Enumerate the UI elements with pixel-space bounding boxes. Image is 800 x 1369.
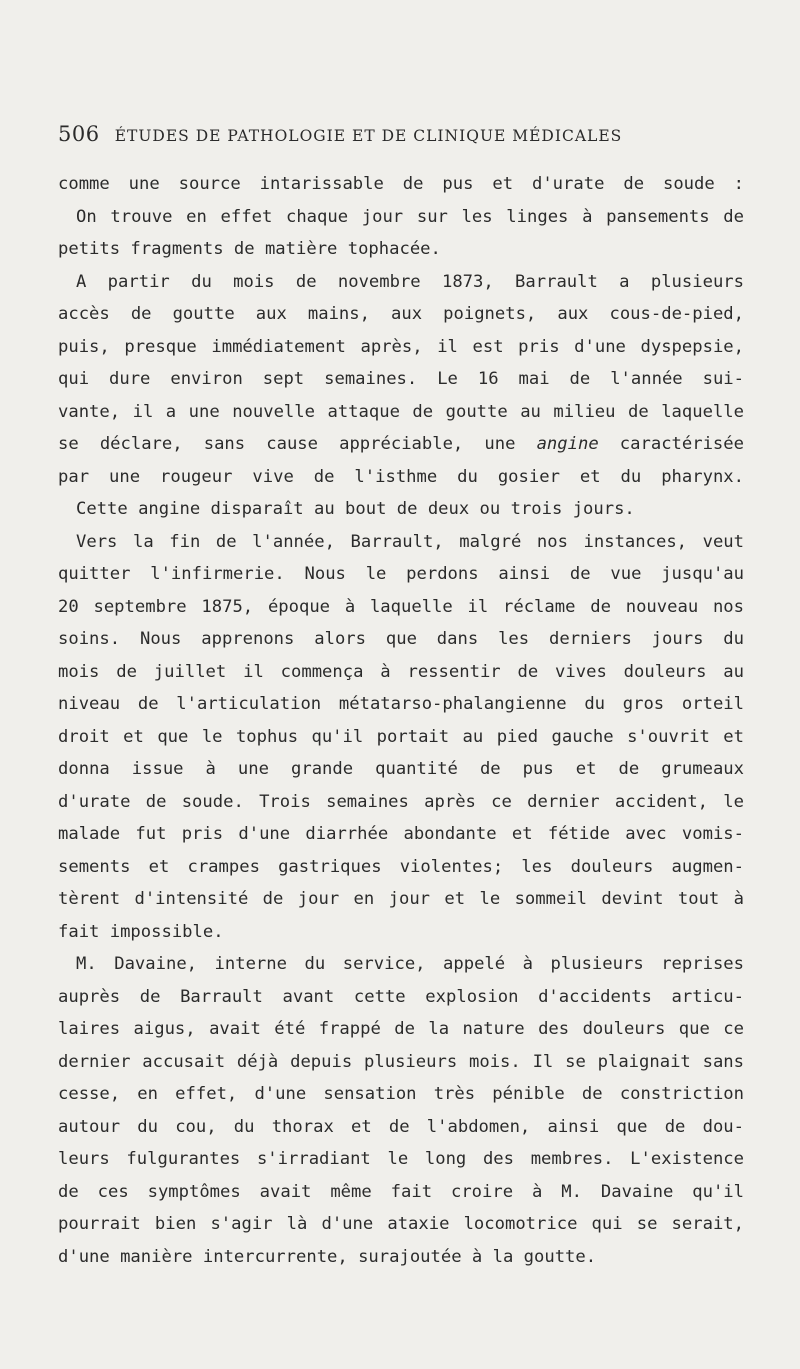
text-line: laires aigus, avait été frappé de la nature des douleurs que ce <box>58 1019 744 1039</box>
text-line: d'urate de soude. Trois semaines après ce dernier accident, le <box>58 791 744 812</box>
text-line: 20 septembre 1875, époque à laquelle il réclame de nouveau nos <box>58 596 744 617</box>
text-line: comme une source intarissable de pus et d'urate de soude : <box>58 174 744 194</box>
text-line: autour du cou, du thorax et de l'abdomen, ainsi que de dou- <box>58 1116 744 1137</box>
text-line: par une rougeur vive de l'isthme du gosier et du pharynx. <box>58 466 744 487</box>
text-fragment: se déclare, sans cause appréciable, une <box>58 434 516 454</box>
running-title: ÉTUDES DE PATHOLOGIE ET DE CLINIQUE MÉDICALES <box>114 127 623 145</box>
text-line: pourrait bien s'agir là d'une ataxie locomotrice qui se serait, <box>58 1214 744 1234</box>
text-line: A partir du mois de novembre 1873, Barrault a plusieurs <box>76 271 744 292</box>
text-line: sements et crampes gastriques violentes; les douleurs augmen- <box>58 856 744 877</box>
text-line: droit et que le tophus qu'il portait au pied gauche s'ouvrit et <box>58 726 744 747</box>
text-line: M. Davaine, interne du service, appelé à plusieurs reprises <box>76 954 744 974</box>
text-line: leurs fulgurantes s'irradiant le long des membres. L'existence <box>58 1149 744 1169</box>
text-line: d'une manière intercurrente, surajoutée à la goutte. <box>58 1246 597 1267</box>
text-line: Vers la fin de l'année, Barrault, malgré nos instances, veut <box>76 531 744 552</box>
text-line: mois de juillet il commença à ressentir de vives douleurs au <box>58 661 744 682</box>
text-line: malade fut pris d'une diarrhée abondante et fétide avec vomis- <box>58 824 744 844</box>
text-line: niveau de l'articulation métatarso-phalangienne du gros orteil <box>58 694 744 714</box>
text-line: Cette angine disparaît au bout de deux ou trois jours. <box>76 499 635 519</box>
page-number: 506 <box>58 122 100 146</box>
text-line: cesse, en effet, d'une sensation très pénible de constriction <box>58 1084 744 1104</box>
text-line: de ces symptômes avait même fait croire à M. Davaine qu'il <box>58 1181 744 1202</box>
text-line: tèrent d'intensité de jour en jour et le sommeil devint tout à <box>58 889 744 909</box>
text-line: petits fragments de matière tophacée. <box>58 239 441 259</box>
text-line <box>58 428 744 461</box>
text-line: vante, il a une nouvelle attaque de goutte au milieu de laquelle <box>58 401 744 422</box>
text-line: dernier accusait déjà depuis plusieurs mois. Il se plaignait sans <box>58 1051 744 1072</box>
text-fragment: caractérisée <box>619 434 744 454</box>
text-line: soins. Nous apprenons alors que dans les derniers jours du <box>58 629 744 649</box>
text-line: qui dure environ sept semaines. Le 16 mai de l'année sui- <box>58 369 744 389</box>
text-line: puis, presque immédiatement après, il est pris d'une dyspepsie, <box>58 336 744 357</box>
body-text <box>58 168 744 1273</box>
text-line: On trouve en effet chaque jour sur les linges à pansements de <box>76 206 744 227</box>
page-header <box>58 122 758 146</box>
text-line: donna issue à une grande quantité de pus et de grumeaux <box>58 759 744 779</box>
text-line: accès de goutte aux mains, aux poignets, aux cous-de-pied, <box>58 304 744 324</box>
text-line: quitter l'infirmerie. Nous le perdons ainsi de vue jusqu'au <box>58 564 744 584</box>
text-line: fait impossible. <box>58 921 224 942</box>
text-line: auprès de Barrault avant cette explosion d'accidents articu- <box>58 986 744 1007</box>
emphasized-word: angine <box>536 434 599 454</box>
